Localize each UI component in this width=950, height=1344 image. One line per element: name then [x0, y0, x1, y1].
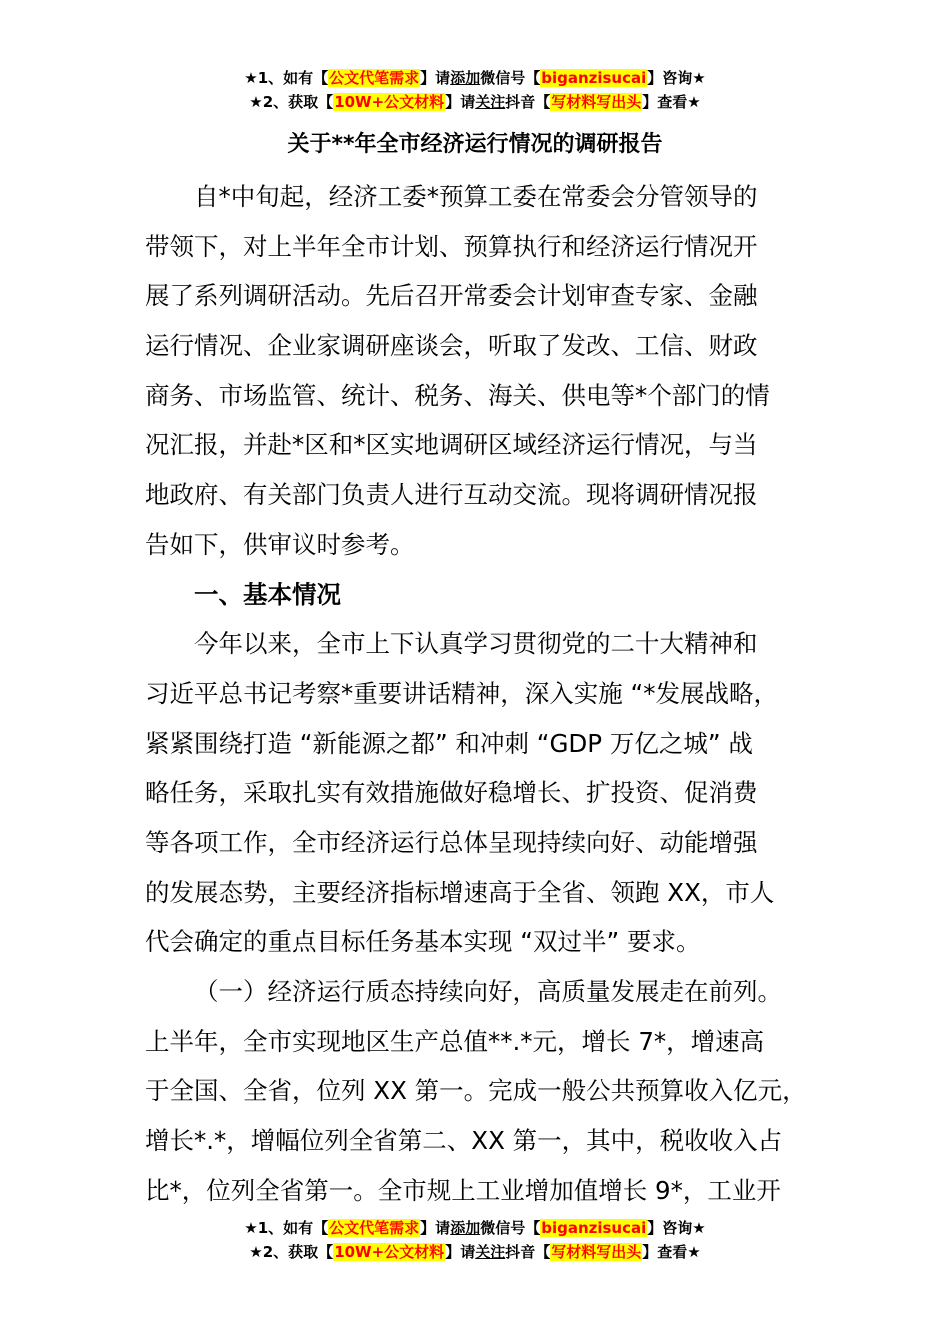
subsection-line: （一）经济运行质态持续向好，高质量发展走在前列。 — [194, 977, 782, 1006]
promo-text: 抖音【 — [505, 93, 551, 111]
promo-text: 微信号【 — [480, 69, 541, 87]
douyin-id-highlight: 写材料写出头 — [551, 93, 642, 111]
body-line: 习近平总书记考察*重要讲话精神，深入实施 “*发展战略， — [145, 678, 778, 708]
promo-text: 2、获取【 — [262, 1243, 334, 1261]
promo-banner-top — [0, 66, 950, 114]
promo-highlight: 公文代笔需求 — [329, 1219, 420, 1237]
promo-highlight: 10W+公文材料 — [334, 93, 445, 111]
promo-text: 】请 — [420, 69, 451, 87]
body-line: 代会确定的重点目标任务基本实现 “双过半” 要求。 — [145, 927, 701, 957]
star-icon: ★ — [244, 1219, 258, 1237]
body-line: 运行情况、企业家调研座谈会，听取了发改、工信、财政 — [145, 331, 758, 361]
promo-text: 】请 — [445, 93, 476, 111]
promo-underline: 添加 — [450, 1219, 481, 1237]
promo-underline: 添加 — [450, 69, 481, 87]
document-body — [145, 172, 835, 1215]
promo-text: 】咨询★ — [647, 1219, 706, 1237]
promo-text: 微信号【 — [480, 1219, 541, 1237]
promo-text: 】查看★ — [642, 1243, 701, 1261]
star-icon: ★ — [249, 1243, 263, 1261]
star-icon: ★ — [244, 69, 258, 87]
body-line: 展了系列调研活动。先后召开常委会计划审查专家、金融 — [145, 281, 758, 311]
section-heading: 一、基本情况 — [194, 579, 341, 609]
promo-text: 2、获取【 — [262, 93, 334, 111]
promo-text: 1、如有【 — [257, 69, 329, 87]
promo-highlight: 10W+公文材料 — [334, 1243, 445, 1261]
wechat-id-highlight: biganzisucai — [541, 69, 647, 87]
wechat-id-highlight: biganzisucai — [541, 1219, 647, 1237]
promo-text: 】查看★ — [642, 93, 701, 111]
body-line: 今年以来，全市上下认真学习贯彻党的二十大精神和 — [194, 629, 758, 659]
body-line: 带领下，对上半年全市计划、预算执行和经济运行情况开 — [145, 231, 758, 261]
promo-banner-bottom — [0, 1216, 950, 1264]
promo-line-2 — [0, 1240, 950, 1264]
body-line: 比*，位列全省第一。全市规上工业增加值增长 9*，工业开 — [145, 1175, 781, 1205]
promo-underline: 关注 — [475, 93, 506, 111]
promo-line-1 — [0, 66, 950, 90]
promo-text: 抖音【 — [505, 1243, 551, 1261]
body-line: 增长*.*，增幅位列全省第二、XX 第一，其中，税收收入占 — [145, 1126, 783, 1156]
body-line: 告如下，供审议时参考。 — [145, 529, 415, 559]
promo-text: 】咨询★ — [647, 69, 706, 87]
body-line: 于全国、全省，位列 XX 第一。完成一般公共预算收入亿元， — [145, 1076, 807, 1106]
promo-line-1 — [0, 1216, 950, 1240]
document-title: 关于**年全市经济运行情况的调研报告 — [287, 132, 663, 157]
body-line: 略任务，采取扎实有效措施做好稳增长、扩投资、促消费 — [145, 778, 758, 808]
douyin-id-highlight: 写材料写出头 — [551, 1243, 642, 1261]
star-icon: ★ — [249, 93, 263, 111]
promo-highlight: 公文代笔需求 — [329, 69, 420, 87]
body-line: 等各项工作，全市经济运行总体呈现持续向好、动能增强 — [145, 827, 758, 857]
promo-underline: 关注 — [475, 1243, 506, 1261]
body-line: 商务、市场监管、统计、税务、海关、供电等*个部门的情 — [145, 380, 770, 410]
body-line: 上半年，全市实现地区生产总值**.*元，增长 7*，增速高 — [145, 1026, 765, 1056]
body-line: 的发展态势，主要经济指标增速高于全省、领跑 XX，市人 — [145, 877, 775, 907]
promo-text: 】请 — [445, 1243, 476, 1261]
promo-line-2 — [0, 90, 950, 114]
body-line: 自*中旬起，经济工委*预算工委在常委会分管领导的 — [194, 182, 758, 211]
promo-text: 1、如有【 — [257, 1219, 329, 1237]
body-line: 况汇报，并赴*区和*区实地调研区域经济运行情况，与当 — [145, 430, 758, 460]
body-line: 紧紧围绕打造 “新能源之都” 和冲刺 “GDP 万亿之城” 战 — [145, 728, 753, 758]
body-line: 地政府、有关部门负责人进行互动交流。现将调研情况报 — [145, 480, 758, 510]
promo-text: 】请 — [420, 1219, 451, 1237]
